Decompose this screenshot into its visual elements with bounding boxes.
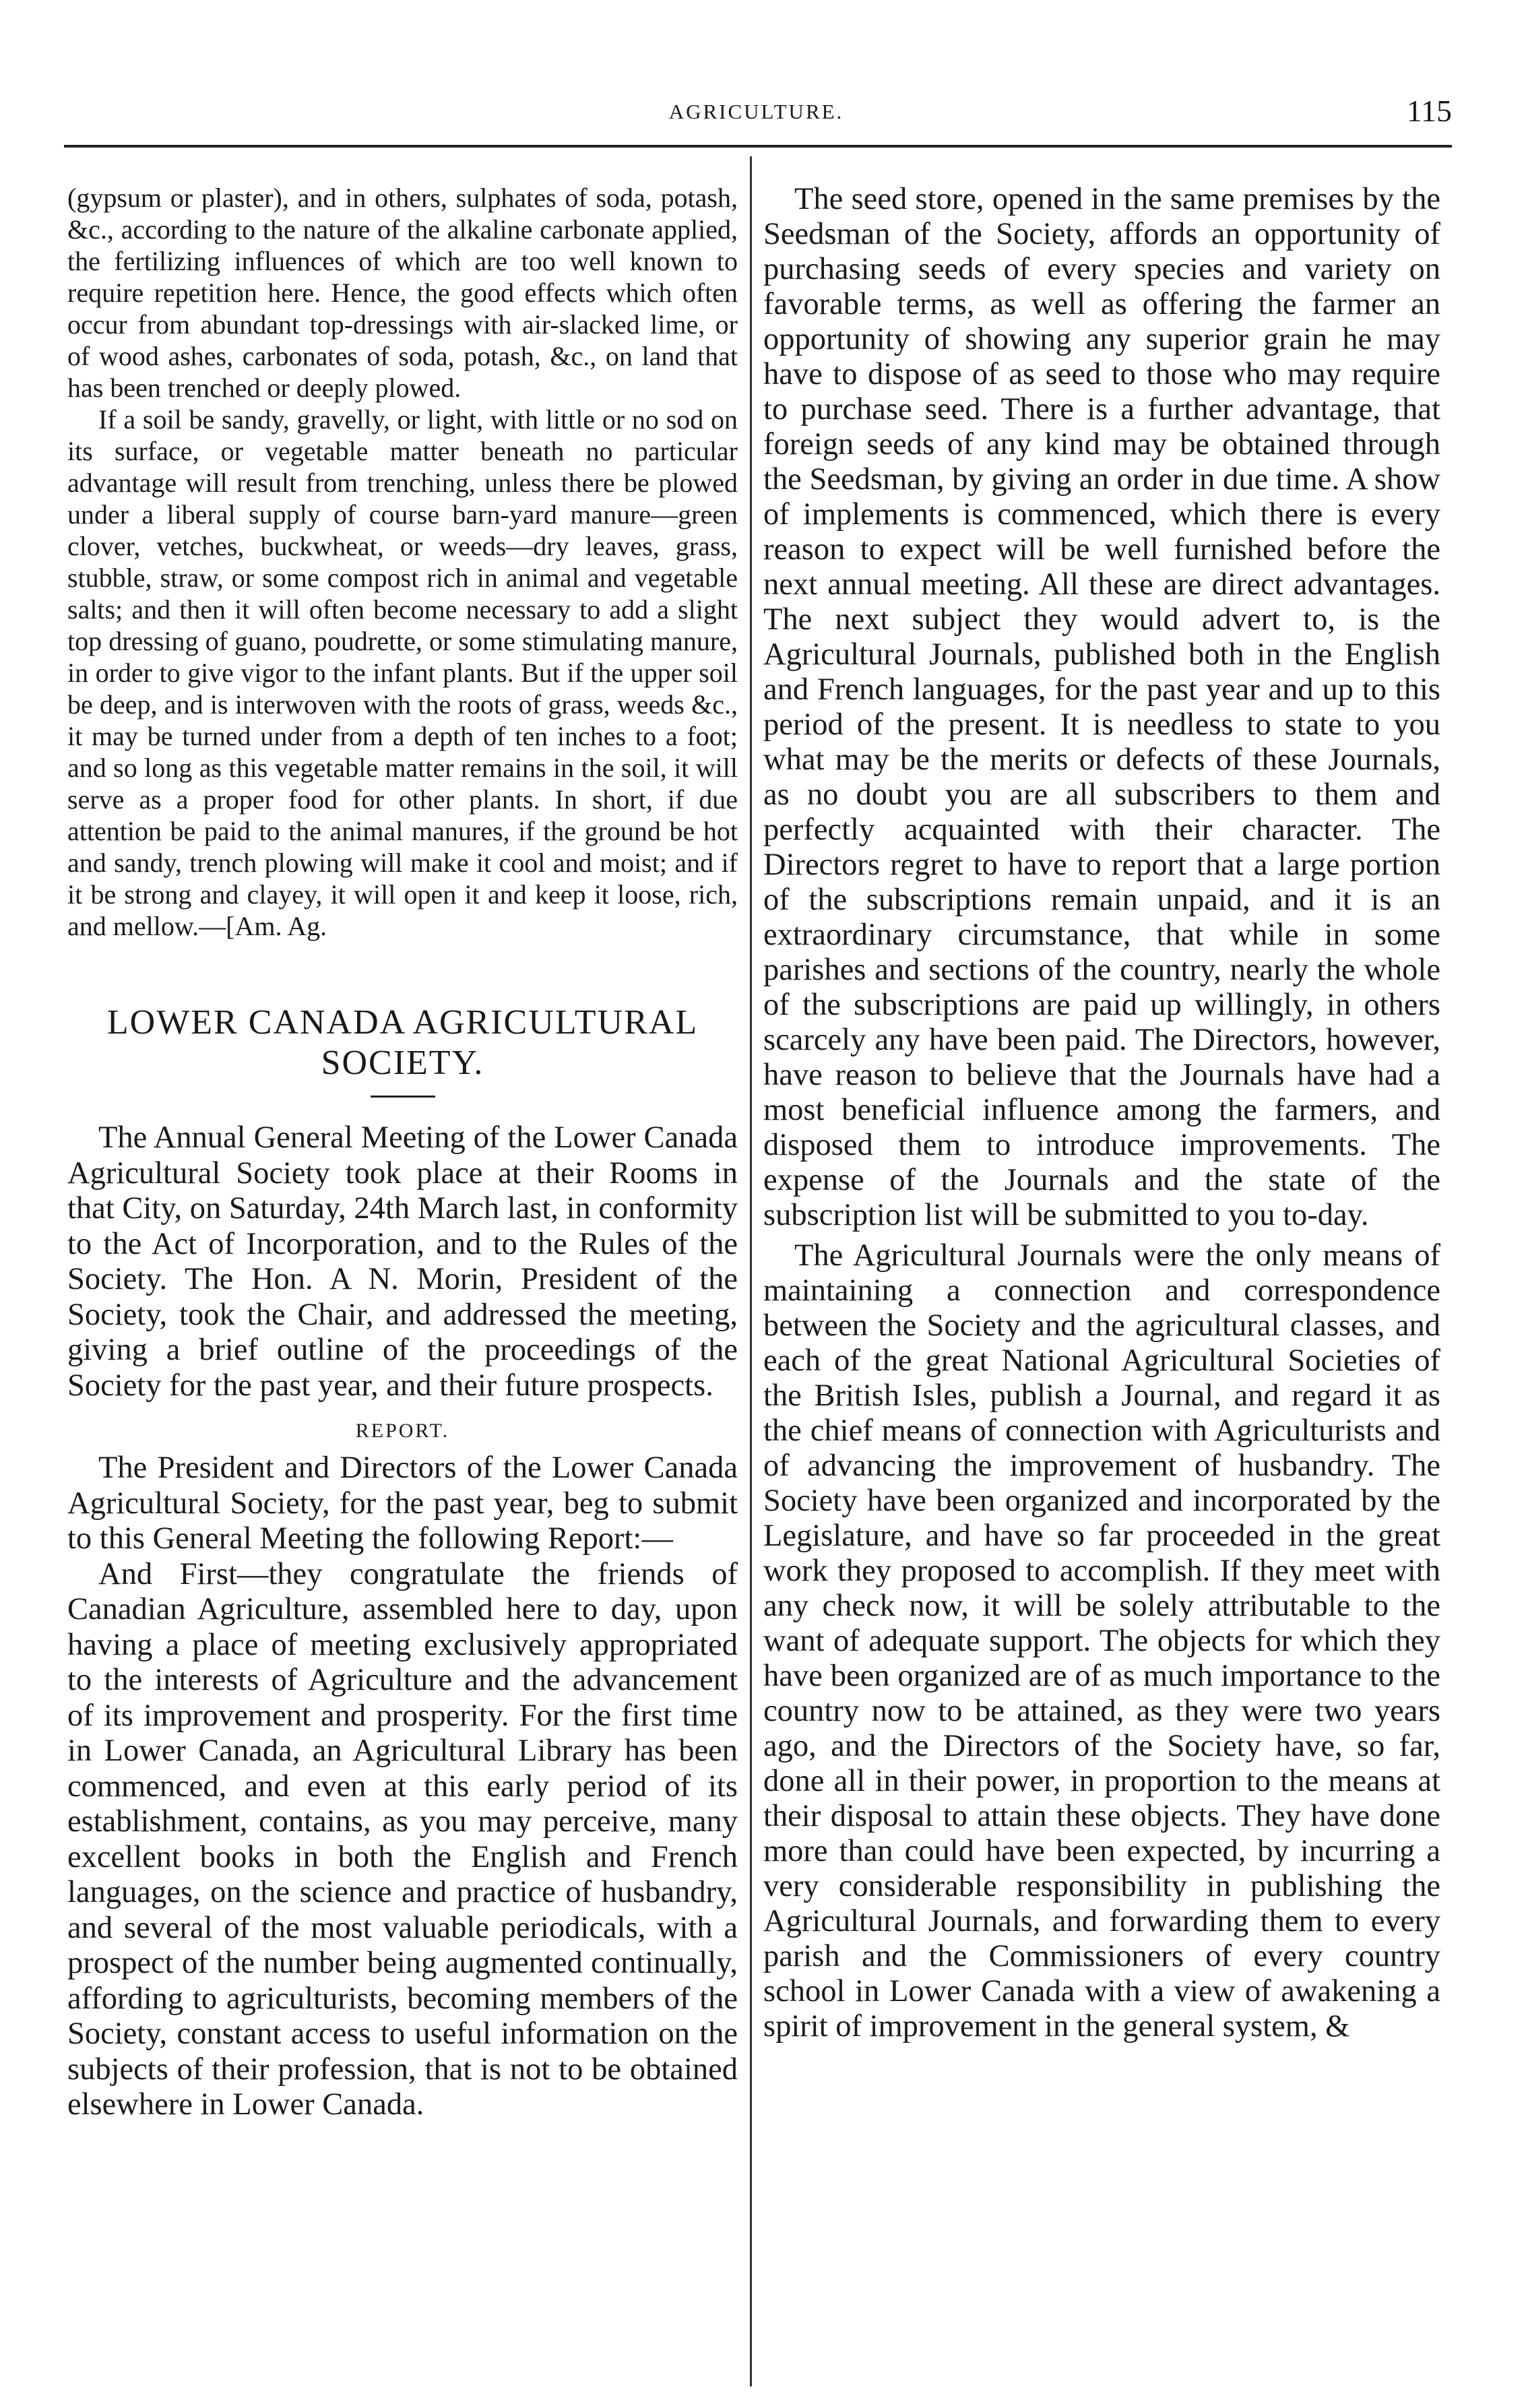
page-number: 115 (1406, 94, 1452, 128)
title-rule (371, 1096, 435, 1098)
paragraph-first: And First—they congratulate the friends of Canadian Agriculture, assembled here to day, upon having a place of meeting exclusively appropriated to the interests of Agriculture and the advancement of its improvement and prosperity. For the first time in Lower Canada, an Agricultural Library has been commenced, and even at this early period of its establishment, contains, as you may perceive, many excellent books in both the English and French languages, on the science and practice of husbandry, and several of the most valuable periodicals, with a prospect of the number being augmented continually, affording to agriculturists, becoming members of the Society, constant access to useful information on the subjects of their profession, that is not to be obtained elsewhere in Lower Canada. (67, 1556, 738, 2122)
running-head (61, 93, 1452, 133)
running-title: AGRICULTURE. (668, 100, 844, 123)
article-title: LOWER CANADA AGRICULTURAL SOCIETY. (106, 1003, 699, 1082)
paragraph-sandy-soil: If a soil be sandy, gravelly, or light, with little or no sod on its surface, or vegetable matter beneath no particular advantage will result from trenching, unless there be plowed under a liberal supply of course barn-yard manure—green clover, vetches, buckwheat, or weeds—dry leaves, grass, stubble, straw, or some compost rich in animal and vegetable salts; and then it will often become necessary to add a slight top dressing of guano, poudrette, or some stimulating manure, in order to give vigor to the infant plants. But if the upper soil be deep, and is interwoven with the roots of grass, weeds &c., it may be turned under from a depth of ten inches to a foot; and so long as this vegetable matter remains in the soil, it will serve as a proper food for other plants. In short, if due attention be paid to the animal manures, if the ground be hot and sandy, trench plowing will make it cool and moist; and if it be strong and clayey, it will open it and keep it loose, rich, and mellow.—[Am. Ag. (67, 404, 738, 941)
report-heading: REPORT. (355, 1420, 450, 1442)
paragraph-annual-meeting: The Annual General Meeting of the Lower Canada Agricultural Society took place at their Rooms in that City, on Saturday, 24th March last, in conformity to the Act of Incorporation, and to the Rules of the Society. The Hon. A N. Morin, President of the Society, took the Chair, and addressed the meeting, giving a brief outline of the proceedings of the Society for the past year, and their future prospects. (67, 1120, 738, 1403)
column-divider (750, 156, 752, 2386)
paragraph-journals: The Agricultural Journals were the only means of maintaining a connection and correspondence between the Society and the agricultural classes, and each of the great National Agricultural Societies of the British Isles, publish a Journal, and regard it as the chief means of connection with Agriculturists and of advancing the improvement of husbandry. The Society have been organized and incorporated by the Legislature, and have so far proceeded in the great work they proposed to accomplish. If they meet with any check now, it will be solely attributable to the want of adequate support. The objects for which they have been organized are of as much importance to the country now to be attained, as they were two years ago, and the Directors of the Society have, so far, done all in their power, in proportion to the means at their disposal to attain these objects. They have done more than could have been expected, by incurring a very considerable responsibility in publishing the Agricultural Journals, and forwarding them to every parish and the Commissioners of every country school in Lower Canada with a view of awakening a spirit of improvement in the general system, & (763, 1238, 1440, 2043)
left-column (67, 182, 738, 2123)
header-rule (64, 145, 1452, 148)
right-column (763, 182, 1440, 2044)
paragraph-report-intro: The President and Directors of the Lower Canada Agricultural Society, for the past year, beg to submit to this General Meeting the following Report:— (67, 1451, 738, 1556)
paragraph-trenching-continued: (gypsum or plaster), and in others, sulphates of soda, potash, &c., according to the nature of the alkaline carbonate applied, the fertilizing influences of which are too well known to require repetition here. Hence, the good effects which often occur from abundant top-dressings with air-slacked lime, or of wood ashes, carbonates of soda, potash, &c., on land that has been trenched or deeply plowed. (67, 183, 738, 403)
paragraph-seed-store: The seed store, opened in the same premises by the Seedsman of the Society, affords an opportunity of purchasing seeds of every species and variety on favorable terms, as well as offering the farmer an opportunity of showing any superior grain he may have to dispose of as seed to those who may require to purchase seed. There is a further advantage, that foreign seeds of any kind may be obtained through the Seedsman, by giving an order in due time. A show of implements is commenced, which there is every reason to expect will be well furnished before the next annual meeting. All these are direct advantages. The next subject they would advert to, is the Agricultural Journals, published both in the English and French languages, for the past year and up to this period of the present. It is needless to state to you what may be the merits or defects of these Journals, as no doubt you are all subscribers to them and perfectly acquainted with their character. The Directors regret to have to report that a large portion of the subscriptions remain unpaid, and it is an extraordinary circumstance, that while in some parishes and sections of the country, nearly the whole of the subscriptions are paid up willingly, in others scarcely any have been paid. The Directors, however, have reason to believe that the Journals have had a most beneficial influence among the farmers, and disposed them to introduce improvements. The expense of the Journals and the state of the subscription list will be submitted to you to-day. (763, 182, 1440, 1232)
